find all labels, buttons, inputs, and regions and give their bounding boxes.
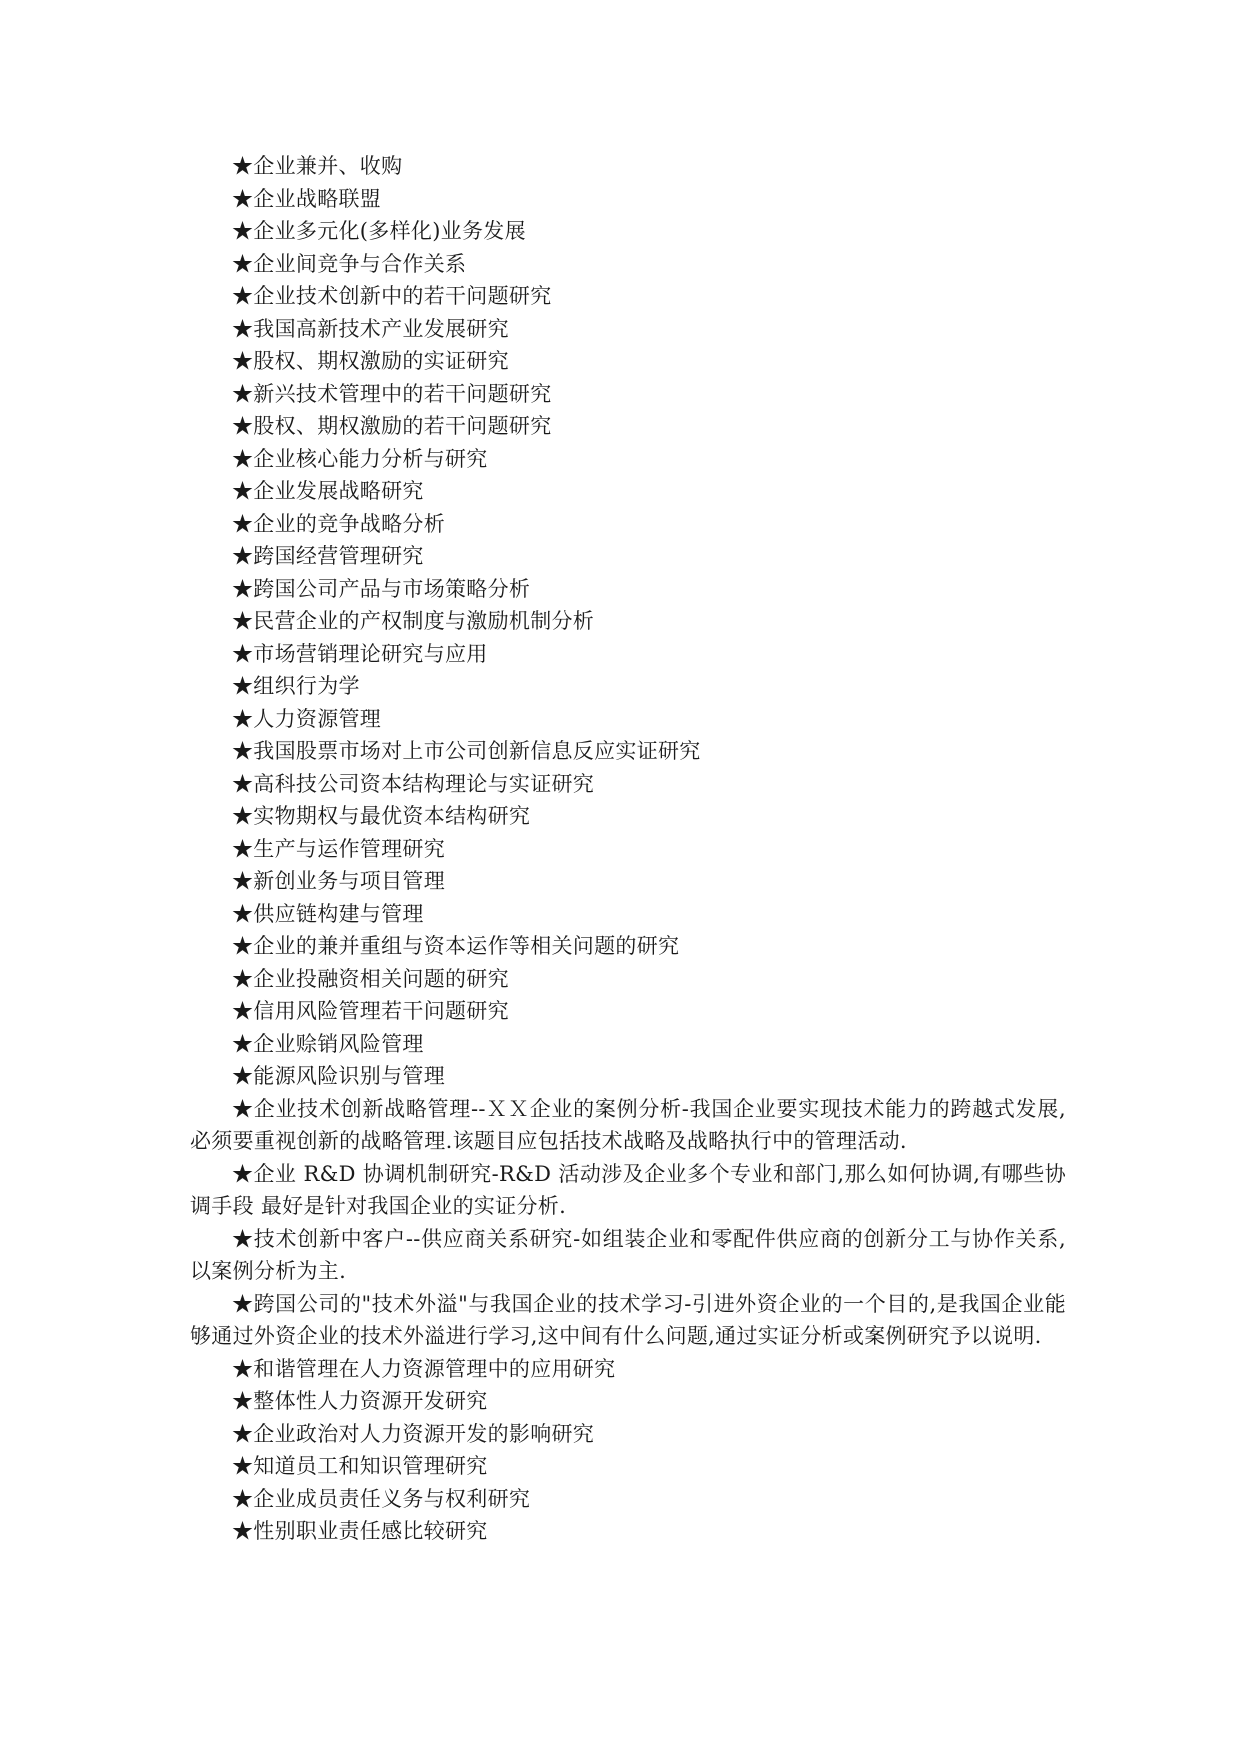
topic-item: ★企业赊销风险管理: [232, 1031, 424, 1056]
topic-item: ★企业技术创新中的若干问题研究: [232, 284, 552, 308]
topic-item: ★企业的兼并重组与资本运作等相关问题的研究: [232, 934, 680, 958]
topic-paragraph: ★技术创新中客户--供应商关系研究-如组装企业和零配件供应商的创新分工与协作关系,以案例分析为主.: [190, 1226, 1066, 1283]
topic-item: ★我国高新技术产业发展研究: [232, 316, 509, 341]
topic-item: ★高科技公司资本结构理论与实证研究: [232, 771, 595, 796]
topic-item: ★企业投融资相关问题的研究: [232, 966, 509, 991]
topic-item: ★跨国经营管理研究: [232, 544, 424, 568]
topic-item: ★新兴技术管理中的若干问题研究: [232, 381, 552, 406]
topic-item: ★企业成员责任义务与权利研究: [232, 1486, 531, 1511]
topic-item: ★生产与运作管理研究: [232, 836, 445, 861]
topic-item: ★企业间竞争与合作关系: [232, 251, 467, 276]
topic-list-top: [190, 150, 1066, 1093]
topic-list-bottom: [190, 1353, 1066, 1548]
topic-paragraphs: [190, 1093, 1066, 1353]
topic-item: ★供应链构建与管理: [232, 901, 424, 926]
topic-item: ★我国股票市场对上市公司创新信息反应实证研究: [232, 739, 701, 763]
topic-item: ★企业的竞争战略分析: [232, 511, 445, 536]
topic-item: ★知道员工和知识管理研究: [232, 1454, 488, 1478]
topic-item: ★信用风险管理若干问题研究: [232, 999, 509, 1023]
topic-item: ★人力资源管理: [232, 706, 382, 731]
topic-paragraph: ★企业技术创新战略管理--ＸＸ企业的案例分析-我国企业要实现技术能力的跨越式发展,必须要重视创新的战略管理.该题目应包括技术战略及战略执行中的管理活动.: [190, 1096, 1066, 1153]
topic-item: ★企业发展战略研究: [232, 479, 424, 503]
document-body: [190, 150, 1066, 1548]
topic-paragraph: ★企业 R&D 协调机制研究-R&D 活动涉及企业多个专业和部门,那么如何协调,有哪些协调手段 最好是针对我国企业的实证分析.: [190, 1161, 1066, 1218]
topic-item: ★企业政治对人力资源开发的影响研究: [232, 1421, 595, 1446]
topic-item: ★企业战略联盟: [232, 186, 382, 211]
topic-item: ★实物期权与最优资本结构研究: [232, 804, 531, 828]
topic-item: ★性别职业责任感比较研究: [232, 1519, 488, 1543]
topic-item: ★能源风险识别与管理: [232, 1064, 445, 1088]
topic-item: ★组织行为学: [232, 674, 360, 698]
topic-item: ★跨国公司产品与市场策略分析: [232, 576, 531, 601]
topic-item: ★股权、期权激励的若干问题研究: [232, 414, 552, 438]
topic-item: ★新创业务与项目管理: [232, 869, 445, 893]
topic-item: ★整体性人力资源开发研究: [232, 1389, 488, 1413]
topic-item: ★市场营销理论研究与应用: [232, 641, 488, 666]
topic-paragraph: ★跨国公司的"技术外溢"与我国企业的技术学习-引进外资企业的一个目的,是我国企业能够通过外资企业的技术外溢进行学习,这中间有什么问题,通过实证分析或案例研究予以说明.: [190, 1291, 1066, 1348]
topic-item: ★企业核心能力分析与研究: [232, 446, 488, 471]
topic-item: ★和谐管理在人力资源管理中的应用研究: [232, 1356, 616, 1381]
topic-item: ★股权、期权激励的实证研究: [232, 349, 509, 373]
topic-item: ★企业兼并、收购: [232, 154, 403, 178]
topic-item: ★企业多元化(多样化)业务发展: [232, 219, 526, 243]
topic-item: ★民营企业的产权制度与激励机制分析: [232, 609, 595, 633]
